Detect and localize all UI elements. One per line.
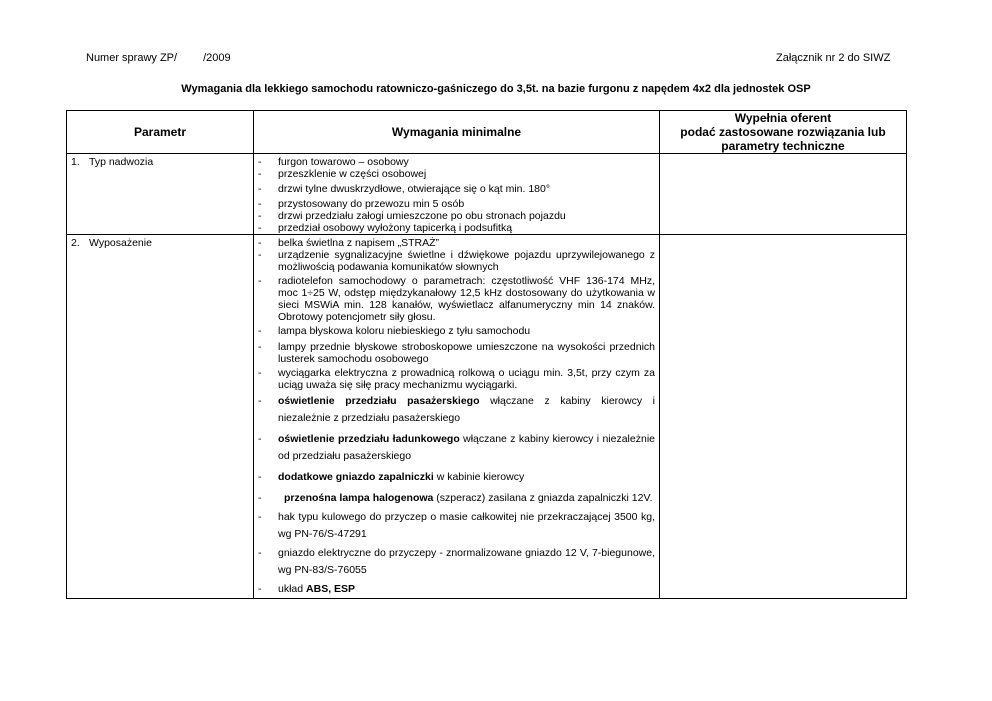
offer-cell[interactable] <box>660 154 907 235</box>
list-item: - radiotelefon samochodowy o parametrach: częstotliwość VHF 136-174 MHz, moc 1÷25 W, odstęp międzykanałowy 12,5 kHz dostosowany do użytkowania w sieci MSWiA min. 128 kanałów, wyświetlacz alfanumeryczny min 14 znaków. Obrotowy potencjometr siły głosu. <box>258 275 655 323</box>
header-offer: Wypełnia oferent podać zastosowane rozwiązania lub parametry techniczne <box>660 111 907 154</box>
list-item: - przedział osobowy wyłożony tapicerką i podsufitką <box>258 222 513 234</box>
requirements-cell <box>254 235 660 599</box>
document-title: Wymagania dla lekkiego samochodu ratowniczo-gaśniczego do 3,5t. na bazie furgonu z napędem 4x2 dla jednostek OSP <box>181 83 811 95</box>
requirements-table <box>66 110 907 599</box>
list-item: - oświetlenie przedziału pasażerskiego włączane z kabiny kierowcy i niezależnie z przedziału pasażerskiego <box>258 395 655 424</box>
attachment-label: Załącznik nr 2 do SIWZ <box>776 52 891 64</box>
table-header-row <box>67 111 907 154</box>
offer-cell[interactable] <box>660 235 907 599</box>
header-param: Parametr <box>67 111 254 154</box>
list-item: - hak typu kulowego do przyczep o masie całkowitej nie przekraczającej 3500 kg, wg PN-76/S-47291 <box>258 511 655 540</box>
list-item: - belka świetlna z napisem „STRAŻ” <box>258 237 440 249</box>
list-item: - urządzenie sygnalizacyjne świetlne i dźwiękowe pojazdu uprzywilejowanego z możliwością podawania komunikatów słownych <box>258 249 655 273</box>
list-item: - dodatkowe gniazdo zapalniczki w kabinie kierowcy <box>258 471 525 483</box>
list-item: - drzwi przedziału załogi umieszczone po obu stronach pojazdu <box>258 210 566 222</box>
list-item: - lampa błyskowa koloru niebieskiego z tyłu samochodu <box>258 325 531 337</box>
list-item: - układ ABS, ESP <box>258 583 356 595</box>
table-row <box>67 154 907 235</box>
list-item: - gniazdo elektryczne do przyczepy - znormalizowane gniazdo 12 V, 7-biegunowe, wg PN-83/S-76055 <box>258 547 655 576</box>
list-item: - przenośna lampa halogenowa (szperacz) zasilana z gniazda zapalniczki 12V. <box>258 492 653 504</box>
list-item: - przeszklenie w części osobowej <box>258 168 427 180</box>
requirements-cell <box>254 154 660 235</box>
list-item: - przystosowany do przewozu min 5 osób <box>258 198 465 210</box>
list-item: - furgon towarowo – osobowy <box>258 156 409 168</box>
list-item: - wyciągarka elektryczna z prowadnicą rolkową o uciągu min. 3,5t, przy czym za uciąg uważa się siłę pracy mechanizmu wyciągarki. <box>258 367 655 391</box>
list-item: - drzwi tylne dwuskrzydłowe, otwierające się o kąt min. 180° <box>258 183 551 195</box>
param-cell: 2. Wyposażenie <box>67 235 254 599</box>
list-item: - lampy przednie błyskowe stroboskopowe umieszczone na wysokości przednich lusterek samochodu osobowego <box>258 341 655 365</box>
header-requirements: Wymagania minimalne <box>254 111 660 154</box>
case-number: Numer sprawy ZP/ /2009 <box>86 52 231 64</box>
table-row <box>67 235 907 599</box>
list-item: - oświetlenie przedziału ładunkowego włączane z kabiny kierowcy i niezależnie od przedziału pasażerskiego <box>258 433 655 462</box>
param-cell: 1. Typ nadwozia <box>67 154 254 235</box>
